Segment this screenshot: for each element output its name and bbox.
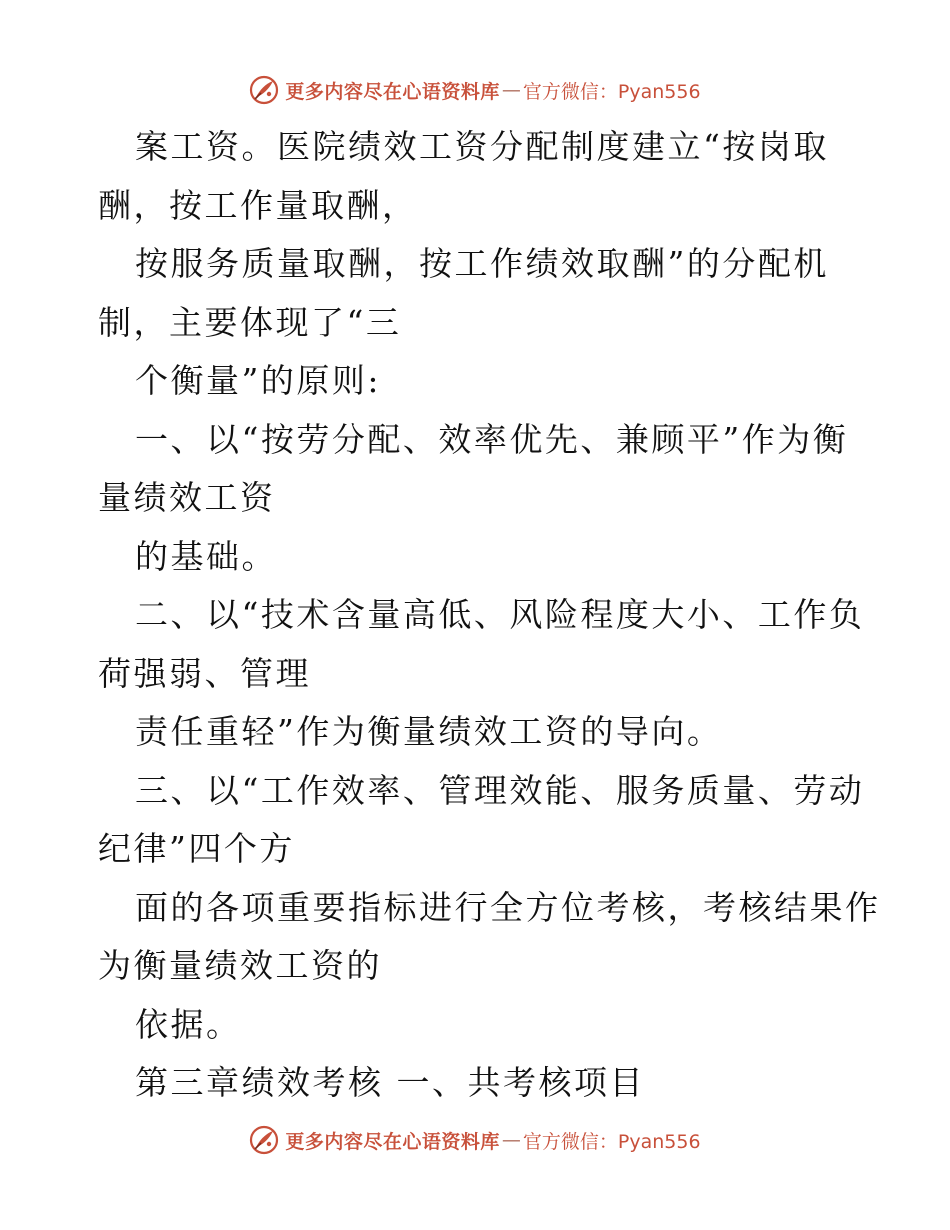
text-line: 个衡量”的原则: xyxy=(135,361,381,400)
text-line: 量绩效工资 xyxy=(98,478,276,517)
feather-pen-logo-icon xyxy=(249,1125,279,1155)
footer-watermark-banner xyxy=(0,1120,950,1160)
feather-pen-logo-icon xyxy=(249,75,279,105)
text-line: 为衡量绩效工资的 xyxy=(98,946,382,985)
document-body xyxy=(98,118,881,1113)
chapter-heading-line: 第三章绩效考核 一、共考核项目 xyxy=(135,1063,645,1102)
watermark-site-name: 更多内容尽在心语资料库 xyxy=(285,1130,500,1153)
text-line: 酬，按工作量取酬， xyxy=(98,185,418,225)
watermark-separator: — xyxy=(501,79,521,101)
text-line: 依据。 xyxy=(135,1004,242,1044)
watermark-separator: — xyxy=(501,1129,521,1151)
text-line: 案工资。医院绩效工资分配制度建立“按岗取 xyxy=(135,127,829,166)
text-line: 的基础。 xyxy=(135,536,277,576)
text-line: 按服务质量取酬，按工作绩效取酬”的分配机 xyxy=(135,244,829,283)
watermark-site-name: 更多内容尽在心语资料库 xyxy=(285,80,500,103)
text-line: 三、以“工作效率、管理效能、服务质量、劳动 xyxy=(135,770,865,810)
text-line: 面的各项重要指标进行全方位考核，考核结果作 xyxy=(135,887,881,927)
text-line: 荷强弱、管理 xyxy=(98,653,311,693)
text-line: 制，主要体现了“三 xyxy=(98,302,402,342)
watermark-contact: 官方微信：Pyan556 xyxy=(522,80,701,103)
text-line: 二、以“技术含量高低、风险程度大小、工作负 xyxy=(135,595,865,634)
watermark-contact: 官方微信：Pyan556 xyxy=(522,1130,701,1153)
text-line: 一、以“按劳分配、效率优先、兼顾平”作为衡 xyxy=(135,419,849,459)
header-watermark-banner xyxy=(0,70,950,110)
text-line: 责任重轻”作为衡量绩效工资的导向。 xyxy=(135,712,723,751)
text-line: 纪律”四个方 xyxy=(98,829,295,868)
